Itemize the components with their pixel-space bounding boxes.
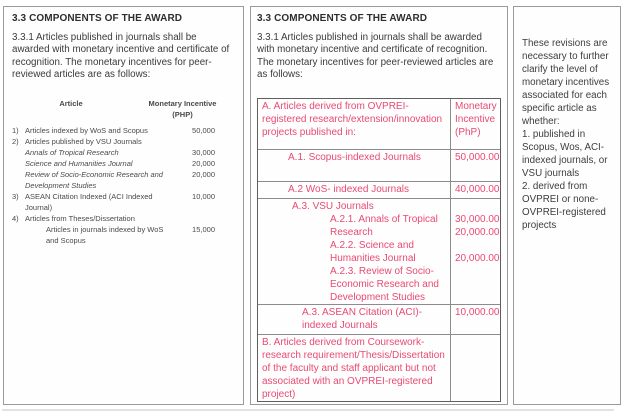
remarks-item-2: 2. derived from OVPREI or none-OVPREI-registered projects [522, 181, 606, 231]
table-row: 1) Articles indexed by WoS and Scopus 50,000 [12, 125, 215, 135]
vsu-value-lines: 30,000.00 20,000.00 20,000.00 [450, 199, 502, 304]
table-row-a1: A.1. Scopus-indexed Journals 50,000.00 [258, 150, 500, 182]
column-header-php-unit: (PHP) [172, 109, 193, 119]
table-row: Review of Socio-Economic Research and Development Studies 20,000 [25, 169, 215, 190]
section-heading-revised: 3.3 COMPONENTS OF THE AWARD [257, 13, 428, 24]
table-row-aci: A.3. ASEAN Citation (ACI)- indexed Journals 10,000.00 [258, 305, 500, 335]
remarks-column [513, 6, 621, 405]
column-header-monetary-incentive: Monetary Incentive (PHP) [130, 98, 235, 120]
table-row-vsu-journals [258, 199, 500, 305]
table-row: Articles in journals indexed by WoS and Scopus 15,000 [46, 224, 215, 245]
incentive-table-original [12, 98, 235, 246]
remarks-intro: These revisions are necessary to further clarify the level of monetary incentives associated for each specific article as whether: [522, 38, 610, 127]
table-row: 4) Articles from Theses/Dissertation [12, 213, 135, 223]
header-label-cell: A. Articles derived from OVPREI-registered research/extension/innovation projects published in: [262, 101, 443, 138]
vsu-label-lines: A.3. VSU Journals A.2.1. Annals of Tropical Research A.2.2. Science and Humanities Journal A.2.3. Review of Socio- Economic Research and Development Studies [292, 200, 439, 303]
table-row: 2) Articles published by VSU Journals [12, 136, 142, 146]
table-row-b: B. Articles derived from Coursework-research requirement/Thesis/Dissertation of the faculty and staff applicant but not associated with an OVPREI-registered project) [258, 335, 500, 401]
original-clause-column [3, 6, 244, 405]
table-row: Science and Humanities Journal 20,000 [25, 158, 215, 168]
scan-shadow-artifact [2, 409, 614, 411]
column-header-article: Article [59, 98, 83, 108]
table-row: Annals of Tropical Research 30,000 [25, 147, 215, 157]
remarks-item-1: 1. published in Scopus, Wos, ACI-indexed journals, or VSU journals [522, 129, 608, 179]
section-heading-original: 3.3 COMPONENTS OF THE AWARD [12, 13, 183, 24]
clause-paragraph-original: 3.3.1 Articles published in journals shall be awarded with monetary incentive and certificate of recognition. The monetary incentives for peer-reviewed articles are as follows: [12, 32, 230, 81]
aci-label: A.3. ASEAN Citation (ACI)- indexed Journals [302, 307, 423, 332]
table-row-header [258, 99, 500, 150]
revised-clause-column [250, 6, 508, 405]
table-row: 3) ASEAN Citation Indexed (ACI Indexed Journal) 10,000 [12, 191, 215, 212]
incentive-table-header [12, 98, 235, 120]
table-row-a2: A.2 WoS- indexed Journals 40,000.00 [258, 182, 500, 199]
clause-paragraph-revised: 3.3.1 Articles published in journals shall be awarded with monetary incentive and certificate of recognition. The monetary incentives for peer-reviewed articles are as follows: [257, 32, 494, 81]
remarks-text [522, 37, 613, 232]
header-value-cell: Monetary Incentive (PhP) [450, 99, 500, 149]
revised-incentive-table [257, 98, 501, 402]
